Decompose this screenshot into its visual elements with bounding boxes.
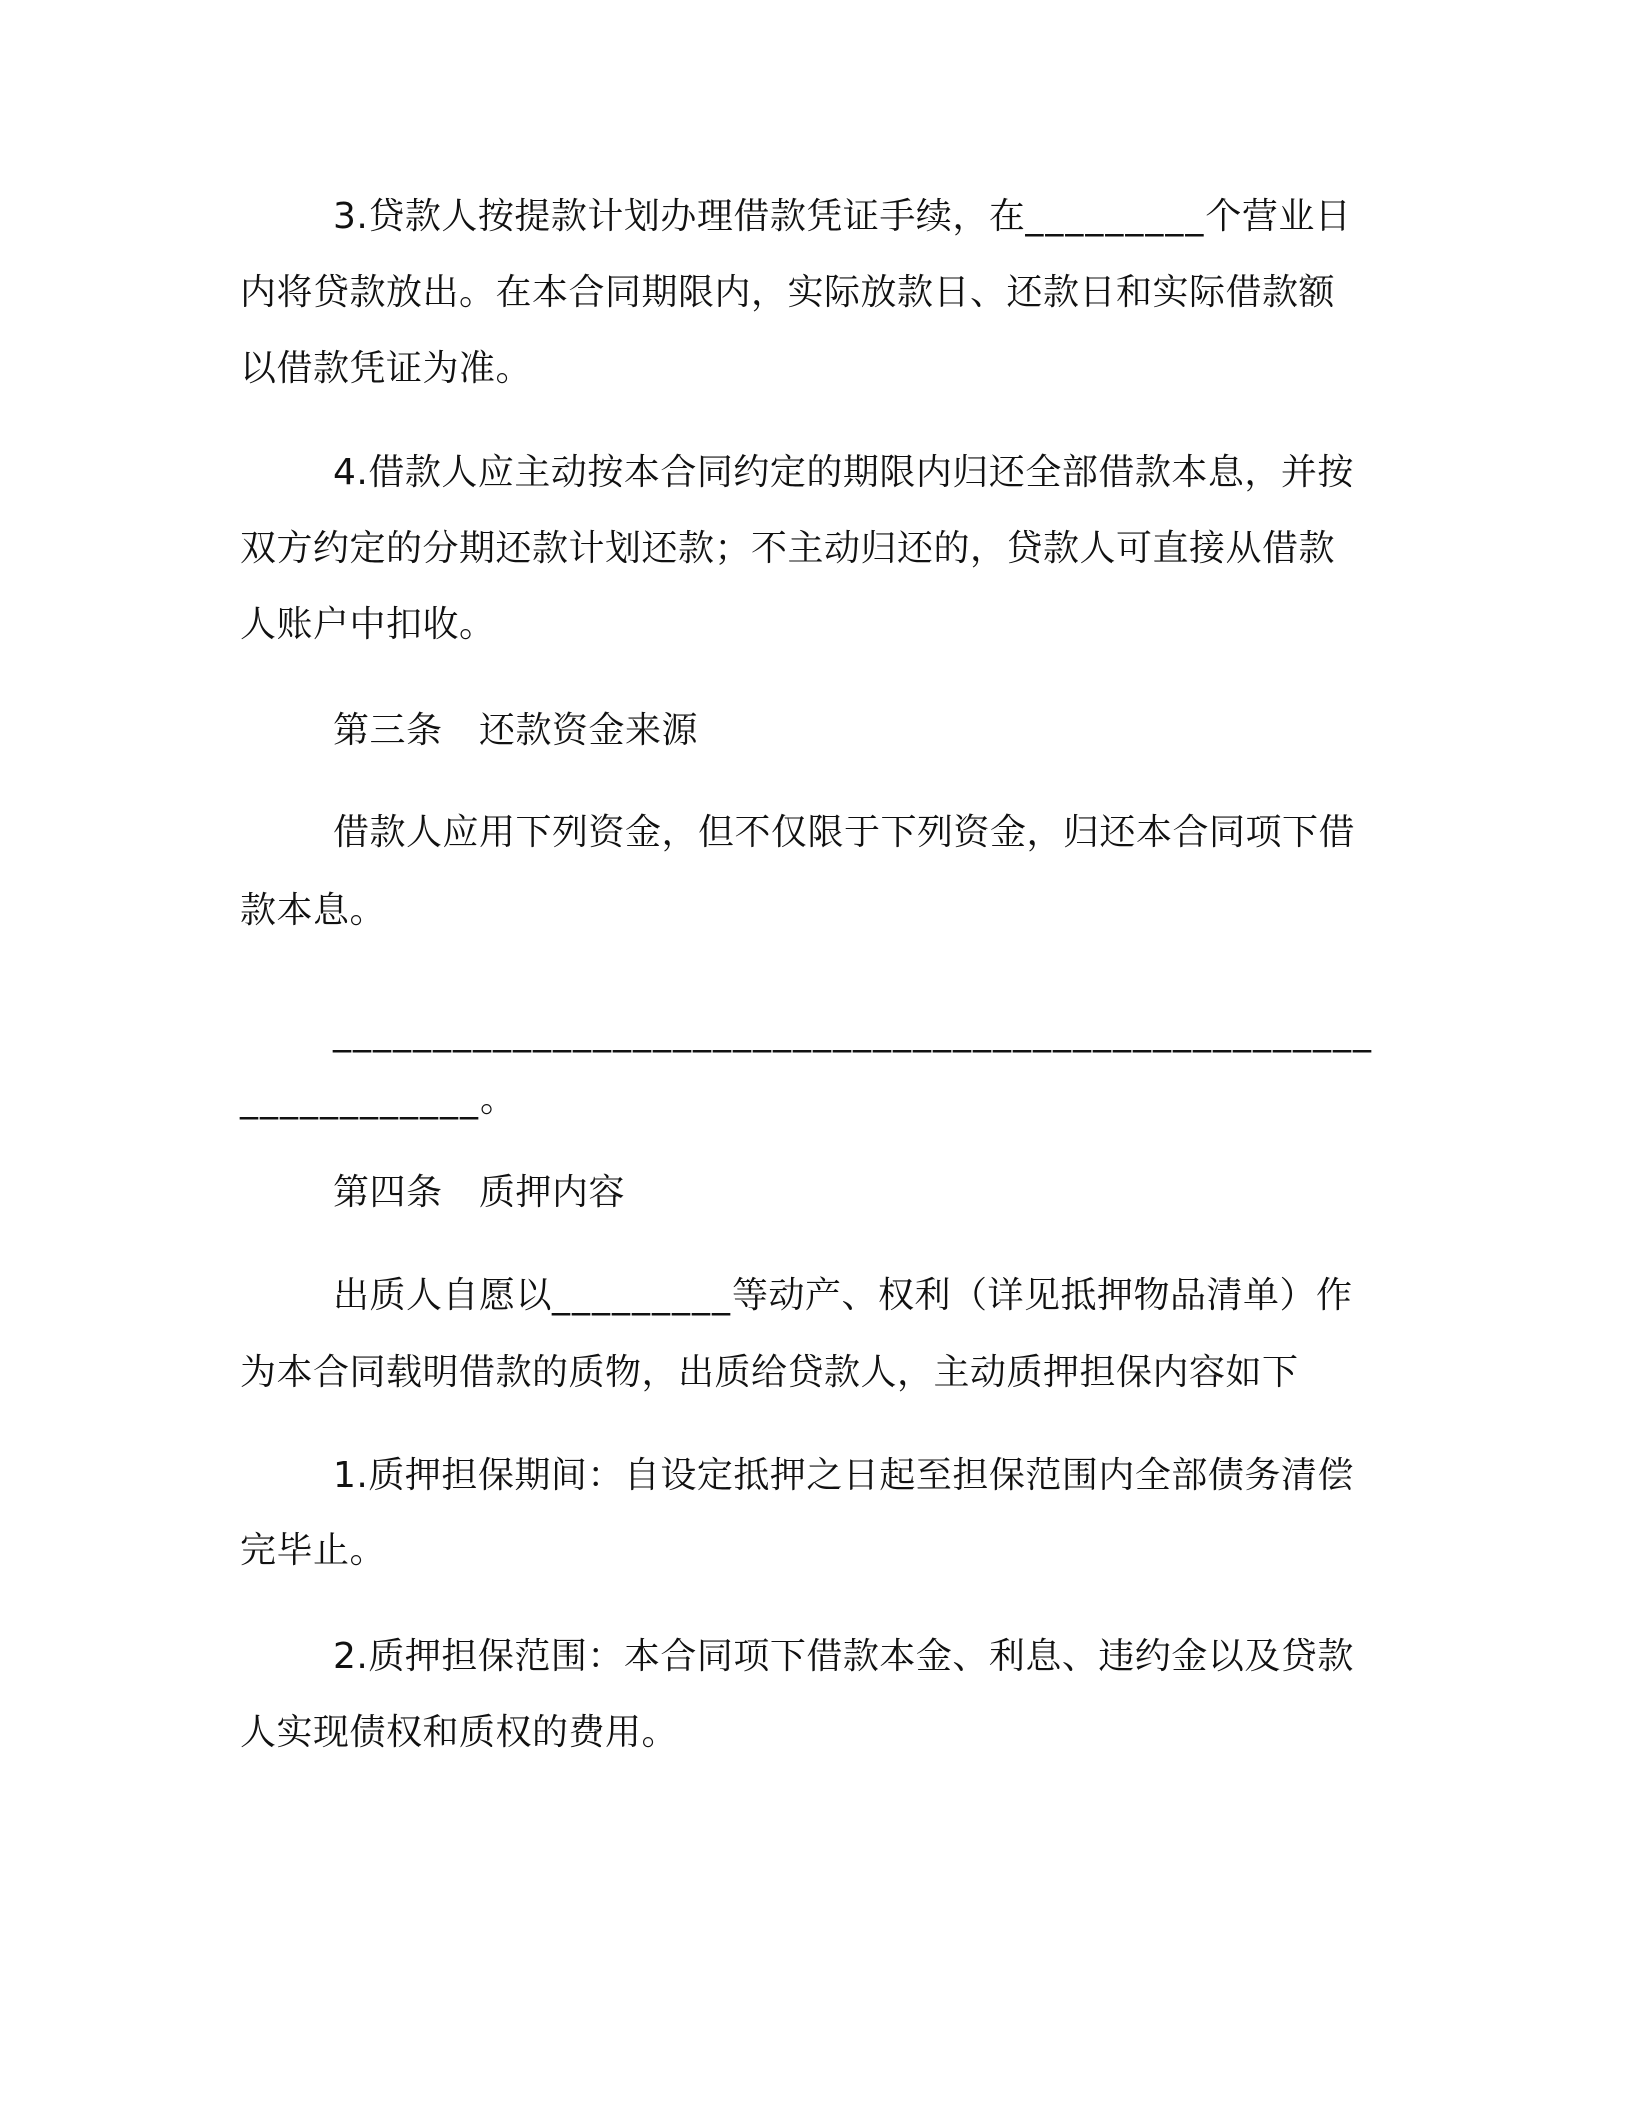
- blank-field: _________: [1025, 196, 1206, 237]
- source-blank-line-1: [333, 1011, 1373, 1055]
- clause-4-line-2: 双方约定的分期还款计划还款；不主动归还的，贷款人可直接从借款: [240, 528, 1336, 569]
- clause-3-line-1: [333, 195, 1351, 239]
- blank-field: ____________________________________________________: [333, 1012, 1373, 1053]
- item-1-line-1: 1.质押担保期间：自设定抵押之日起至担保范围内全部债务清偿: [333, 1455, 1354, 1496]
- blank-field: ____________: [240, 1079, 480, 1120]
- item-2-line-1: 2.质押担保范围：本合同项下借款本金、利息、违约金以及贷款: [333, 1636, 1354, 1677]
- item-2-line-2: 人实现债权和质权的费用。: [240, 1712, 679, 1753]
- item-1-line-2: 完毕止。: [240, 1530, 387, 1571]
- source-line-2: 款本息。: [240, 890, 387, 931]
- blank-field: _________: [552, 1275, 733, 1316]
- source-line-1: 借款人应用下列资金，但不仅限于下列资金，归还本合同项下借: [333, 812, 1356, 853]
- text: 个营业日: [1205, 196, 1352, 237]
- clause-3-line-2: 内将贷款放出。在本合同期限内，实际放款日、还款日和实际借款额: [240, 272, 1336, 313]
- source-blank-line-2: [240, 1078, 517, 1122]
- text: 出质人自愿以: [333, 1275, 553, 1316]
- pledge-line-2: 为本合同载明借款的质物，出质给贷款人，主动质押担保内容如下: [240, 1352, 1299, 1393]
- article-4-heading: 第四条 质押内容: [333, 1172, 626, 1213]
- text: 。: [480, 1079, 517, 1120]
- clause-4-line-1: 4.借款人应主动按本合同约定的期限内归还全部借款本息，并按: [333, 452, 1354, 493]
- text: 3.贷款人按提款计划办理借款凭证手续，在: [333, 196, 1026, 237]
- clause-3-line-3: 以借款凭证为准。: [240, 348, 533, 389]
- pledge-line-1: [333, 1274, 1353, 1318]
- article-3-heading: 第三条 还款资金来源: [333, 710, 699, 751]
- text: 等动产、权利（详见抵押物品清单）作: [732, 1275, 1353, 1316]
- clause-4-line-3: 人账户中扣收。: [240, 604, 496, 645]
